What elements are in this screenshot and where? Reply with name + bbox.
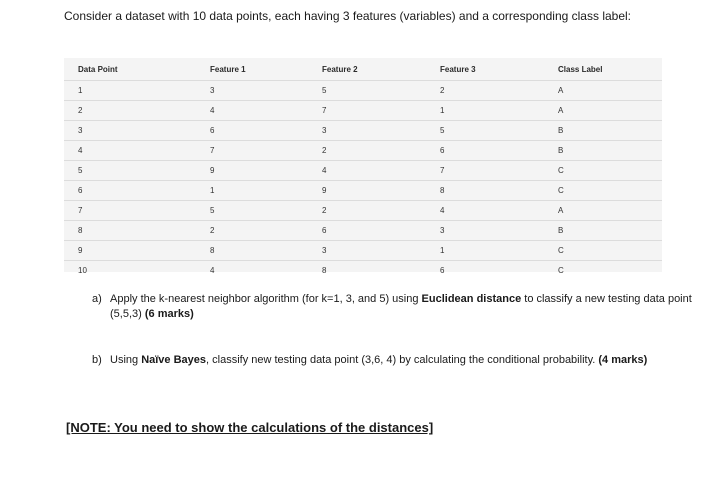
table-row [64,241,662,261]
header-class-label: Class Label [558,64,603,74]
question-a-text-before: Apply the k-nearest neighbor algorithm (for k=1, 3, and 5) using [110,293,422,305]
cell-feature-3: 4 [440,201,558,221]
cell-class-label: C [558,241,662,261]
cell-class-label: B [558,141,662,161]
cell-data-point: 10 [64,261,210,281]
cell-class-label: C [558,261,662,281]
question-b-text-before: Using [110,354,142,366]
cell-feature-3: 1 [440,101,558,121]
cell-feature-1: 2 [210,221,322,241]
intro-text: Consider a dataset with 10 data points, each having 3 features (variables) and a corresponding class label: [64,9,632,23]
cell-feature-1: 8 [210,241,322,261]
header-data-point: Data Point [78,64,118,74]
cell-feature-2: 7 [322,101,440,121]
cell-feature-3: 7 [440,161,558,181]
question-a-marks: (6 marks) [144,308,194,320]
cell-feature-3: 6 [440,141,558,161]
cell-feature-2: 3 [322,241,440,261]
question-a-text-after: to classify a new testing data point (5,5,3) [110,293,692,320]
note-text: [NOTE: You need to show the calculations of the distances] [66,420,434,435]
cell-feature-2: 3 [322,121,440,141]
table-row [64,201,662,221]
cell-class-label: A [558,201,662,221]
cell-feature-2: 5 [322,81,440,101]
question-b-text-after: , classify new testing data point (3,6, 4) by calculating the conditional probability. [206,354,599,366]
cell-feature-2: 6 [322,221,440,241]
cell-class-label: A [558,81,662,101]
cell-data-point: 6 [64,181,210,201]
table-row [64,181,662,201]
table-header-row [64,58,662,81]
table-row [64,121,662,141]
cell-class-label: B [558,221,662,241]
table-row [64,221,662,241]
cell-feature-2: 4 [322,161,440,181]
cell-feature-1: 9 [210,161,322,181]
cell-feature-3: 3 [440,221,558,241]
header-feature-3: Feature 3 [440,64,476,74]
question-b-marks: (4 marks) [598,354,648,366]
cell-data-point: 3 [64,121,210,141]
cell-feature-3: 5 [440,121,558,141]
cell-class-label: C [558,181,662,201]
cell-data-point: 5 [64,161,210,181]
cell-feature-1: 1 [210,181,322,201]
cell-class-label: A [558,101,662,121]
cell-feature-2: 9 [322,181,440,201]
cell-feature-2: 8 [322,261,440,281]
cell-data-point: 1 [64,81,210,101]
question-a-bold-term: Euclidean distance [421,293,522,305]
cell-class-label: C [558,161,662,181]
cell-data-point: 7 [64,201,210,221]
question-b-bold-term: Naïve Bayes [141,354,207,366]
cell-data-point: 8 [64,221,210,241]
table-row [64,161,662,181]
cell-feature-1: 4 [210,261,322,281]
question-a [92,292,702,322]
cell-feature-3: 1 [440,241,558,261]
cell-data-point: 2 [64,101,210,121]
table-row [64,141,662,161]
cell-feature-1: 6 [210,121,322,141]
cell-feature-1: 4 [210,101,322,121]
cell-feature-2: 2 [322,141,440,161]
header-feature-2: Feature 2 [322,64,358,74]
cell-feature-1: 7 [210,141,322,161]
question-a-label: a) [92,293,102,305]
table-row [64,101,662,121]
dataset-table [64,58,662,275]
cell-feature-3: 6 [440,261,558,281]
cell-feature-1: 3 [210,81,322,101]
header-feature-1: Feature 1 [210,64,246,74]
cell-feature-3: 2 [440,81,558,101]
cell-feature-3: 8 [440,181,558,201]
cell-feature-2: 2 [322,201,440,221]
table-row [64,261,662,281]
question-b-label: b) [92,354,102,366]
cell-data-point: 9 [64,241,210,261]
cell-class-label: B [558,121,662,141]
cell-data-point: 4 [64,141,210,161]
question-b [92,353,692,368]
table-row [64,81,662,101]
cell-feature-1: 5 [210,201,322,221]
